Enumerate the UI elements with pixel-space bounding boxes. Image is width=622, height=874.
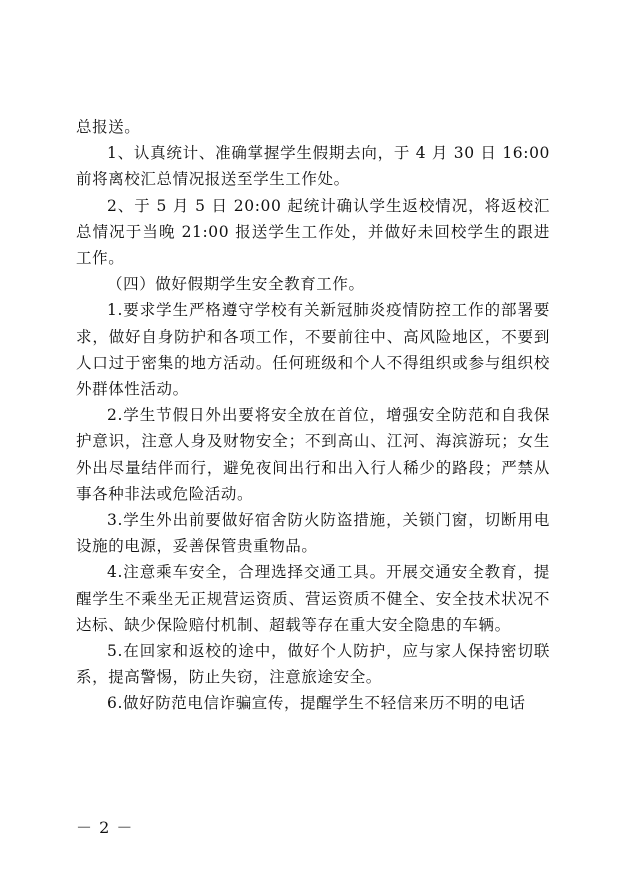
body-text — [76, 114, 550, 717]
paragraph-safety-item-5: 5.在回家和返校的途中，做好个人防护，应与家人保持密切联系，提高警惕，防止失窃，注意旅途安全。 — [76, 642, 550, 687]
paragraph-continuation: 总报送。 — [76, 118, 141, 136]
paragraph-safety-item-4: 4.注意乘车安全，合理选择交通工具。开展交通安全教育，提醒学生不乘坐无正规营运资质、营运资质不健全、安全技术状况不达标、缺少保险赔付机制、超载等存在重大安全隐患的车辆。 — [76, 563, 550, 634]
paragraph-safety-item-6: 6.做好防范电信诈骗宣传，提醒学生不轻信来历不明的电话 — [107, 694, 526, 713]
paragraph-item-2-return-stats: 2、于 5 月 5 日 20:00 起统计确认学生返校情况，将返校汇总情况于当晚 21:00 报送学生工作处，并做好未回校学生的跟进工作。 — [76, 196, 550, 268]
paragraph-safety-item-2: 2.学生节假日外出要将安全放在首位，增强安全防范和自我保护意识，注意人身及财物安全；不到高山、江河、海滨游玩；女生外出尽量结伴而行，避免夜间出行和出入行人稀少的路段；严禁从事各种非法或危险活动。 — [76, 406, 550, 503]
paragraph-item-1-departure-stats: 1、认真统计、准确掌握学生假期去向，于 4 月 30 日 16:00 前将离校汇总情况报送至学生工作处。 — [76, 144, 550, 189]
section-heading-safety-education: （四）做好假期学生安全教育工作。 — [107, 275, 365, 294]
page-number: － 2 － — [76, 818, 134, 837]
paragraph-safety-item-1: 1.要求学生严格遵守学校有关新冠肺炎疫情防控工作的部署要求，做好自身防护和各项工作，不要前往中、高风险地区，不要到人口过于密集的地方活动。任何班级和个人不得组织或参与组织校外群体性活动。 — [76, 301, 550, 399]
paragraph-safety-item-3: 3.学生外出前要做好宿舍防火防盗措施，关锁门窗，切断用电设施的电源，妥善保管贵重物品。 — [76, 511, 550, 556]
